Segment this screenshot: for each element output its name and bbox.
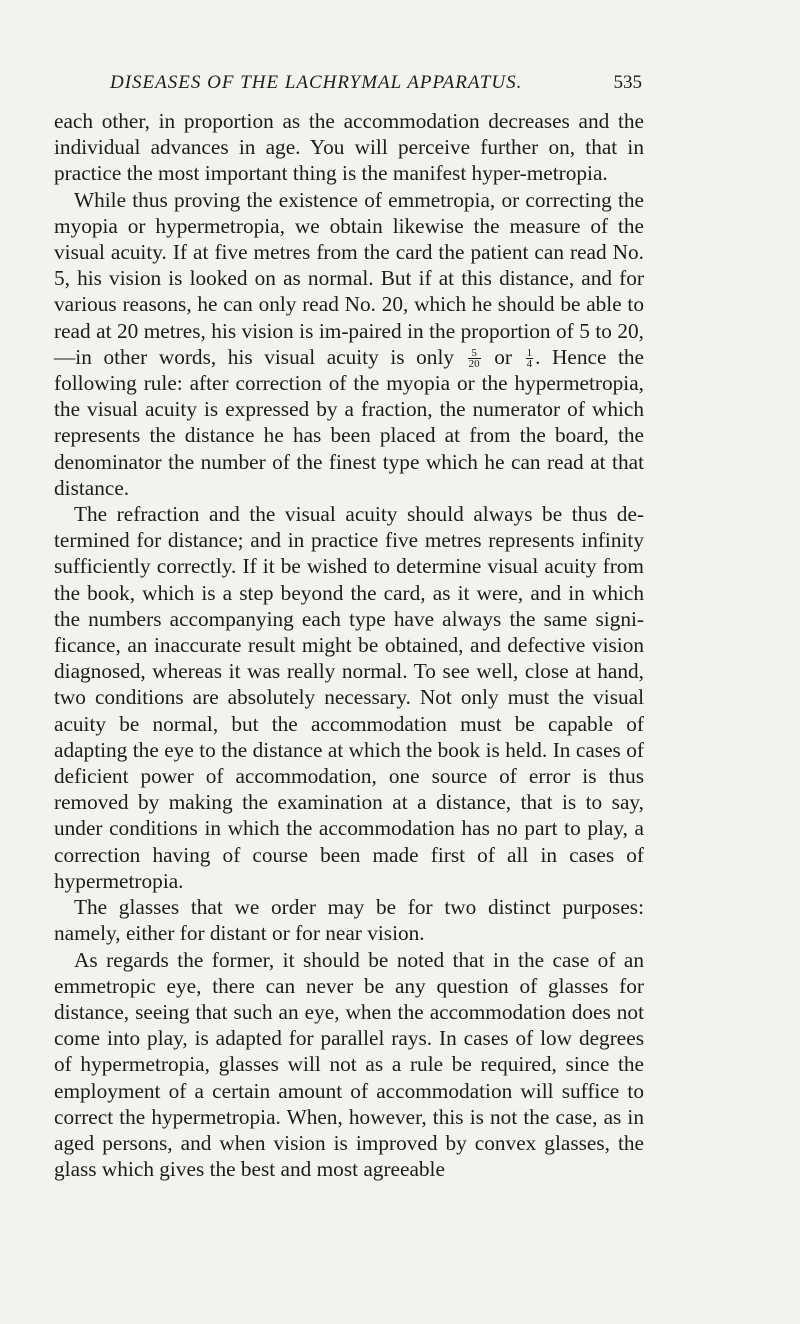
fraction-numerator: 5	[468, 348, 481, 359]
fraction-numerator: 1	[526, 347, 533, 360]
body-text	[54, 108, 644, 1182]
fraction-denominator: 4	[526, 358, 533, 371]
paragraph-refraction: The refraction and the visual acuity should always be thus de-termined for distance; and in practice five metres represents infinity sufficiently correctly. If it be wished to determine visual acuity from the book, which is a step beyond the card, as it were, and in which the numbers accompanying each type have always the same signi-ficance, an inaccurate result might be obtained, and defective vision diagnosed, whereas it was really normal. To see well, close at hand, two conditions are absolutely necessary. Not only must the visual acuity be normal, but the accommodation must be capable of adapting the eye to the distance at which the book is held. In cases of deficient power of accommodation, one source of error is thus removed by making the examination at a distance, that is to say, under conditions in which the accommodation has no part to play, a correction having of course been made first of all in cases of hypermetropia.	[54, 502, 644, 893]
running-head	[110, 72, 642, 102]
fraction-five-twentieths	[468, 348, 481, 369]
paragraph-glasses-purposes: The glasses that we order may be for two distinct purposes: namely, either for distant or for near vision.	[54, 895, 644, 946]
page-number: 535	[613, 72, 642, 93]
paragraph-former: As regards the former, it should be noted that in the case of an emmetropic eye, there can never be any question of glasses for distance, seeing that such an eye, when the accommodation does not come into play, is adapted for parallel rays. In cases of low degrees of hypermetropia, glasses will not as a rule be required, since the employment of a certain amount of accommodation will suffice to correct the hypermetropia. When, however, this is not the case, as in aged persons, and when vision is improved by convex glasses, the glass which gives the best and most agreeable	[54, 947, 644, 1182]
fraction-one-quarter	[526, 348, 534, 369]
acuity-text-after: . Hence the following rule: after correction	[54, 344, 645, 396]
paragraph-1: each other, in proportion as the accommodation decreases and the individual advances in age. You will perceive further on, that in practice the most important thing is the manifest hyper-metropia.	[54, 109, 644, 186]
acuity-text-continued: of the myopia or the hypermetropia, the visual acuity is expressed by a fraction, the numerator of which represents the distance he has been placed at from the board, the denominator the number of the finest type which he can read at that distance.	[54, 371, 644, 500]
fraction-denominator: 20	[468, 358, 480, 371]
acuity-text-or: or	[494, 344, 512, 369]
paragraph-visual-acuity	[54, 187, 644, 501]
running-title: DISEASES OF THE LACHRYMAL APPARATUS.	[110, 72, 523, 93]
acuity-text-before: While thus proving the existence of emmetropia, or correcting the myopia or hypermetropia, we obtain likewise the measure of the visual acuity. If at five metres from the card the patient can read No. 5, his vision is looked on as normal. But if at this distance, and for various reasons, he can only read No. 20, which he should be able to read at 20 metres, his vision is im-paired in the proportion of 5 to 20,—in other words, his visual acuity is only	[54, 187, 644, 369]
